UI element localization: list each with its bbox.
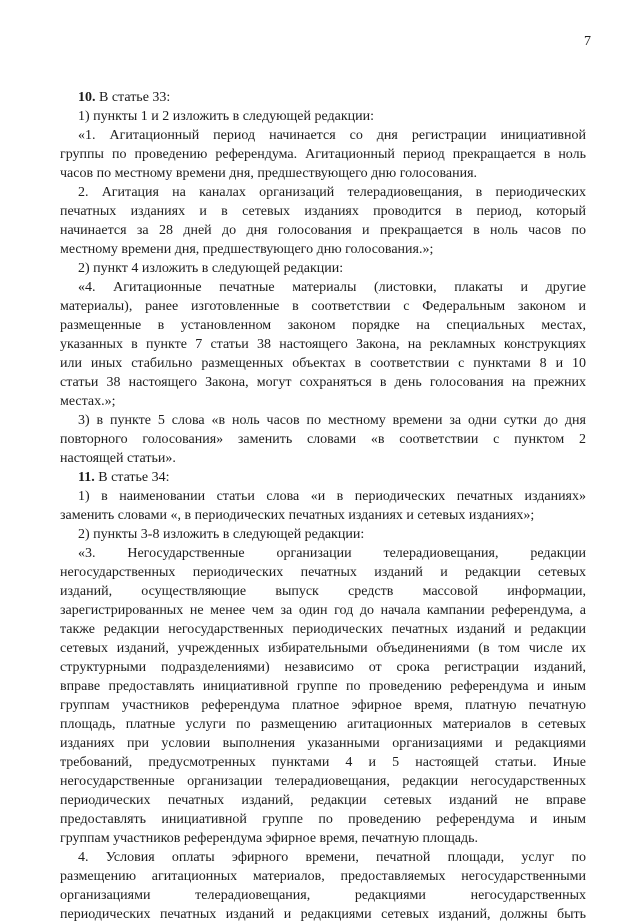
text-line (60, 639, 586, 658)
text-line (60, 202, 586, 221)
text-line (60, 772, 586, 791)
text-line (60, 810, 586, 829)
text-line (60, 316, 586, 335)
text-line (60, 677, 586, 696)
text-line (60, 791, 586, 810)
line-text: изданий, осуществляющие выпуск средств массовой информации, (60, 584, 586, 599)
text-line (60, 506, 586, 525)
text-line (60, 240, 586, 259)
line-text: В статье 34: (94, 470, 170, 485)
text-line (60, 107, 586, 126)
text-line (60, 373, 586, 392)
text-line (60, 753, 586, 772)
line-text: «4. Агитационные печатные материалы (листовки, плакаты и другие (78, 280, 586, 295)
text-line (60, 658, 586, 677)
section-number: 11. (78, 470, 95, 485)
text-line (60, 905, 586, 924)
line-text: размещению агитационных материалов, предоставляемых негосударственными (60, 869, 586, 884)
line-text: повторного голосования» заменить словами «в соответствии с пунктом 2 (60, 432, 586, 447)
text-line (60, 886, 586, 905)
line-text: 1) в наименовании статьи слова «и в периодических печатных изданиях» (78, 489, 586, 504)
text-line (60, 620, 586, 639)
line-text: требований, предусмотренных пунктами 4 и 5 настоящей статьи. Иные (60, 755, 586, 770)
line-text: 4. Условия оплаты эфирного времени, печатной площади, услуг по (78, 850, 586, 865)
line-text: периодических печатных изданий, редакции сетевых изданий не вправе (60, 793, 586, 808)
text-line (60, 164, 586, 183)
text-line (60, 582, 586, 601)
line-text: сетевых изданий, учрежденных избирательными объединениями (в том числе их (60, 641, 586, 656)
text-line (60, 259, 586, 278)
text-line (60, 392, 586, 411)
page-number: 7 (584, 34, 591, 49)
line-text: группы по проведению референдума. Агитационный период прекращается в ноль (60, 147, 586, 162)
text-line (60, 468, 586, 487)
line-text: 2) пункты 3-8 изложить в следующей редакции: (78, 527, 365, 542)
line-text: печатных изданиях и в сетевых изданиях проводится в период, который (60, 204, 586, 219)
text-line (60, 734, 586, 753)
text-line (60, 430, 586, 449)
line-text: зарегистрированных не менее чем за один год до начала кампании референдума, а (60, 603, 586, 618)
text-line (60, 221, 586, 240)
line-text: местному времени дня, предшествующего дню голосования.»; (60, 242, 434, 257)
line-text: 2) пункт 4 изложить в следующей редакции: (78, 261, 344, 276)
line-text: предоставлять инициативной группе по проведению референдума и иным (60, 812, 586, 827)
line-text: «3. Негосударственные организации телерадиовещания, редакции (78, 546, 586, 561)
line-text: заменить словами «, в периодических печатных изданиях и сетевых изданиях»; (60, 508, 535, 523)
line-text: негосударственных периодических печатных изданий и редакции сетевых (60, 565, 586, 580)
line-text: организациями телерадиовещания, редакциями негосударственных (60, 888, 586, 903)
text-line (60, 411, 586, 430)
line-text: группам участников референдума эфирное время, печатную площадь. (60, 831, 478, 846)
line-text: 1) пункты 1 и 2 изложить в следующей редакции: (78, 109, 375, 124)
line-text: материалы), ранее изготовленные в соответствии с Федеральным законом и (60, 299, 586, 314)
document-body (60, 88, 586, 924)
line-text: размещенные в установленном законом порядке на специальных местах, (60, 318, 586, 333)
line-text: В статье 33: (95, 90, 171, 105)
line-text: местах.»; (60, 394, 116, 409)
line-text: начинается за 28 дней до дня голосования и прекращается в ноль часов по (60, 223, 586, 238)
line-text: негосударственные организации телерадиовещания, редакции негосударственных (60, 774, 586, 789)
line-text: 2. Агитация на каналах организаций телерадиовещания, в периодических (78, 185, 586, 200)
text-line (60, 126, 586, 145)
text-line (60, 544, 586, 563)
text-line (60, 145, 586, 164)
line-text: площадь, платные услуги по размещению агитационных материалов в сетевых (60, 717, 586, 732)
line-text: часов по местному времени дня, предшествующего дню голосования. (60, 166, 478, 181)
text-line (60, 601, 586, 620)
text-line (60, 335, 586, 354)
text-line (60, 183, 586, 202)
line-text: статьи 38 настоящего Закона, могут сохраняться в день голосования на прежних (60, 375, 586, 390)
line-text: или иных стабильно размещенных объектах в соответствии с пунктами 8 и 10 (60, 356, 586, 371)
text-line (60, 88, 586, 107)
text-line (60, 354, 586, 373)
line-text: структурными подразделениями) независимо от срока регистрации изданий, (60, 660, 586, 675)
line-text: 3) в пункте 5 слова «в ноль часов по местному времени за одни сутки до дня (78, 413, 586, 428)
text-line (60, 696, 586, 715)
line-text: группам участников референдума платное эфирное время, платную печатную (60, 698, 586, 713)
text-line (60, 525, 586, 544)
text-line (60, 278, 586, 297)
line-text: «1. Агитационный период начинается со дня регистрации инициативной (78, 128, 586, 143)
line-text: вправе предоставлять инициативной группе по проведению референдума и иным (60, 679, 586, 694)
text-line (60, 449, 586, 468)
line-text: изданиях при условии выполнения указанными организациями и редакциями (60, 736, 586, 751)
line-text: периодических печатных изданий и редакциями сетевых изданий, должны быть (60, 907, 586, 922)
text-line (60, 563, 586, 582)
text-line (60, 487, 586, 506)
text-line (60, 829, 586, 848)
line-text: также редакции негосударственных периодических печатных изданий и редакции (60, 622, 586, 637)
text-line (60, 715, 586, 734)
text-line (60, 867, 586, 886)
section-number: 10. (78, 90, 96, 105)
text-line (60, 848, 586, 867)
line-text: указанных в пункте 7 статьи 38 настоящего Закона, на рекламных конструкциях (60, 337, 586, 352)
text-line (60, 297, 586, 316)
line-text: настоящей статьи». (60, 451, 176, 466)
